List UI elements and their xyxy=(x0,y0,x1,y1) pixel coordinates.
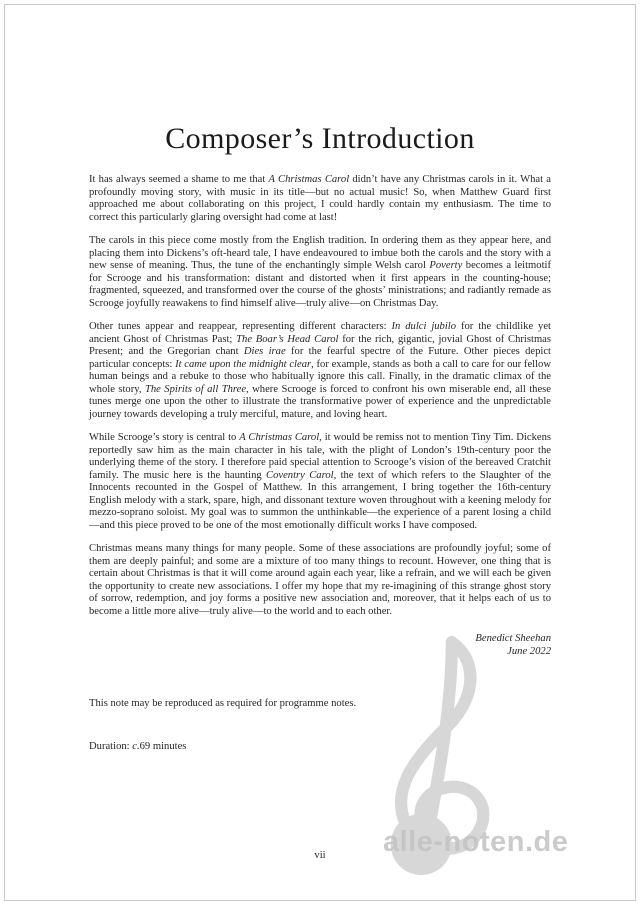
paragraph: Other tunes appear and reappear, representing different characters: In dulci jubilo for the childlike yet ancient Ghost of Christmas Past; The Boar’s Head Carol for the rich, gigantic, jovial Ghost of Christmas Present; and the Gregorian chant Dies irae for the fearful spectre of the Future. Other pieces depict particular concepts: It came upon the midnight clear, for example, stands as both a call to care for our fellow human beings and a rebuke to those who habitually ignore this call. Finally, in the dramatic climax of the whole story, The Spirits of all Three, where Scrooge is forced to confront his own miserable end, all these tunes merge one upon the other to illustrate the transformative power of experience and the unpredictable journey towards developing a truly merciful, mature, and loving heart. xyxy=(89,321,552,420)
watermark-text: alle-noten.de xyxy=(383,826,569,858)
signature-date: June 2022 xyxy=(507,646,551,657)
signature-name: Benedict Sheehan xyxy=(475,633,551,644)
page-title: Composer’s Introduction xyxy=(165,122,475,155)
paragraph: It has always seemed a shame to me that A Christmas Carol didn’t have any Christmas carols in it. What a profoundly moving story, with music in its title—but no actual music! So, when Matthew Guard first approached me about collaborating on this project, I could hardly contain my enthusiasm. The time to correct this particularly glaring oversight had come at last! xyxy=(89,174,551,223)
paragraph: The carols in this piece come mostly from the English tradition. In ordering them as they appear here, and placing them into Dickens’s oft-heard tale, I have endeavoured to imbue both the carols and the story with a new sense of meaning. Thus, the tune of the enchantingly simple Welsh carol Poverty becomes a leitmotif for Scrooge and his transformation: distant and distorted when it first appears in the counting-house; fragmented, squeezed, and transformed over the course of the ghosts’ ministrations; and radiantly remade as Scrooge joyfully reawakens to find himself alive—truly alive—on Christmas Day. xyxy=(89,235,551,309)
signature-block xyxy=(89,632,551,658)
paragraph: Christmas means many things for many people. Some of these associations are profoundly joyful; some of them are deeply painful; and some are a mixture of too many things to recount. However, one thing that is certain about Christmas is that it will come around again each year, like a refrain, and we will each be given the opportunity to create new associations. I offer my hope that my re-imagining of this strange ghost story of sorrow, redemption, and joy forms a positive new association and, moreover, that it helps each of us to become a little more alive—truly alive—to the world and to each other. xyxy=(89,543,551,617)
paragraphs xyxy=(89,174,551,618)
page-content xyxy=(0,122,640,752)
duration-note: Duration: c.69 minutes xyxy=(89,741,187,752)
page-number: vii xyxy=(314,850,326,861)
paragraph: While Scrooge’s story is central to A Christmas Carol, it would be remiss not to mention Tiny Tim. Dickens reportedly saw him as the main character in his tale, with the plight of London’s 19th-century poor the underlying theme of the story. I therefore paid special attention to Scrooge’s vision of the bereaved Cratchit family. The music here is the haunting Coventry Carol, the text of which refers to the Slaughter of the Innocents recounted in the Gospel of Matthew. In this arrangement, I bring together the 16th-century English melody with a stark, spare, high, and dissonant texture woven throughout with a keening melody for mezzo-soprano soloist. My goal was to summon the unthinkable—the experience of a parent losing a child—and this piece proved to be one of the most emotionally difficult works I have composed. xyxy=(89,432,552,531)
reproduction-note: This note may be reproduced as required for programme notes. xyxy=(89,698,357,709)
